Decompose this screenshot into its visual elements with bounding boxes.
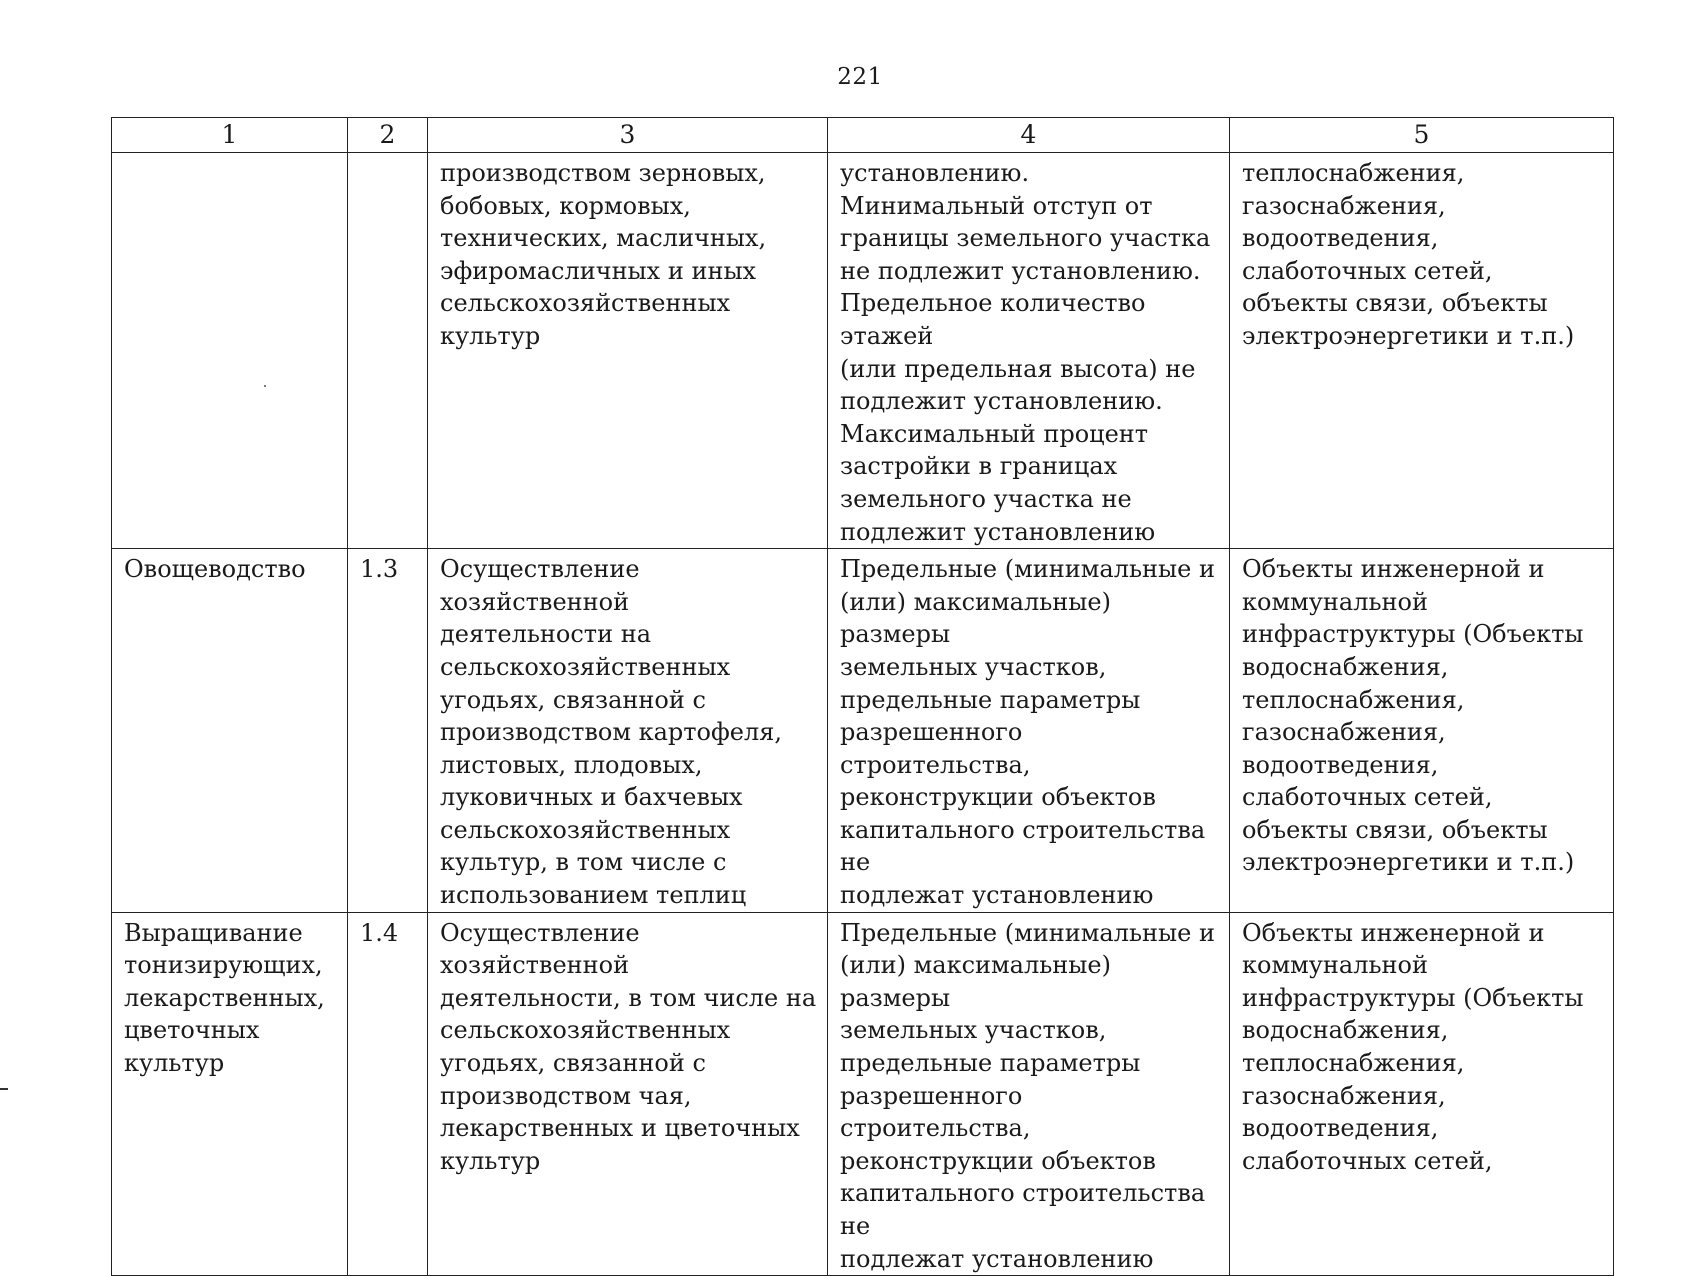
use-type-name — [112, 153, 348, 549]
table-header-row — [112, 118, 1614, 153]
column-header-5: 5 — [1230, 118, 1614, 153]
construction-parameters: Предельные (минимальные и (или) максимальные) размеры земельных участков, предельные параметры разрешенного строительства, реконструкции объектов капитального строительства не подлежат установлению — [828, 549, 1230, 913]
table-row — [112, 153, 1614, 549]
land-use-table — [111, 117, 1614, 1276]
use-type-name: Выращивание тонизирующих, лекарственных, цветочных культур — [112, 912, 348, 1276]
column-header-4: 4 — [828, 118, 1230, 153]
infrastructure-objects: теплоснабжения, газоснабжения, водоотведения, слаботочных сетей, объекты связи, объекты электроэнергетики и т.п.) — [1230, 153, 1614, 549]
scan-speck — [264, 385, 266, 387]
scan-margin-mark — [0, 1088, 8, 1090]
use-type-description: Осуществление хозяйственной деятельности, в том числе на сельскохозяйственных угодьях, связанной с производством чая, лекарственных и цветочных культур — [428, 912, 828, 1276]
column-header-3: 3 — [428, 118, 828, 153]
use-type-code — [348, 153, 428, 549]
use-type-code: 1.3 — [348, 549, 428, 913]
use-type-description: Осуществление хозяйственной деятельности на сельскохозяйственных угодьях, связанной с производством картофеля, листовых, плодовых, луковичных и бахчевых сельскохозяйственных культур, в том числе с использованием теплиц — [428, 549, 828, 913]
construction-parameters: установлению. Минимальный отступ от границы земельного участка не подлежит установлению. Предельное количество этажей (или предельная высота) не подлежит установлению. Максимальный процент застройки в границах земельного участка не подлежит установлению — [828, 153, 1230, 549]
construction-parameters: Предельные (минимальные и (или) максимальные) размеры земельных участков, предельные параметры разрешенного строительства, реконструкции объектов капитального строительства не подлежат установлению — [828, 912, 1230, 1276]
table-row — [112, 912, 1614, 1276]
infrastructure-objects: Объекты инженерной и коммунальной инфраструктуры (Объекты водоснабжения, теплоснабжения, газоснабжения, водоотведения, слаботочных сетей, — [1230, 912, 1614, 1276]
use-type-name: Овощеводство — [112, 549, 348, 913]
use-type-description: производством зерновых, бобовых, кормовых, технических, масличных, эфиромасличных и иных сельскохозяйственных культур — [428, 153, 828, 549]
table-row — [112, 549, 1614, 913]
page-number: 221 — [837, 64, 883, 90]
column-header-2: 2 — [348, 118, 428, 153]
column-header-1: 1 — [112, 118, 348, 153]
infrastructure-objects: Объекты инженерной и коммунальной инфраструктуры (Объекты водоснабжения, теплоснабжения, газоснабжения, водоотведения, слаботочных сетей, объекты связи, объекты электроэнергетики и т.п.) — [1230, 549, 1614, 913]
use-type-code: 1.4 — [348, 912, 428, 1276]
